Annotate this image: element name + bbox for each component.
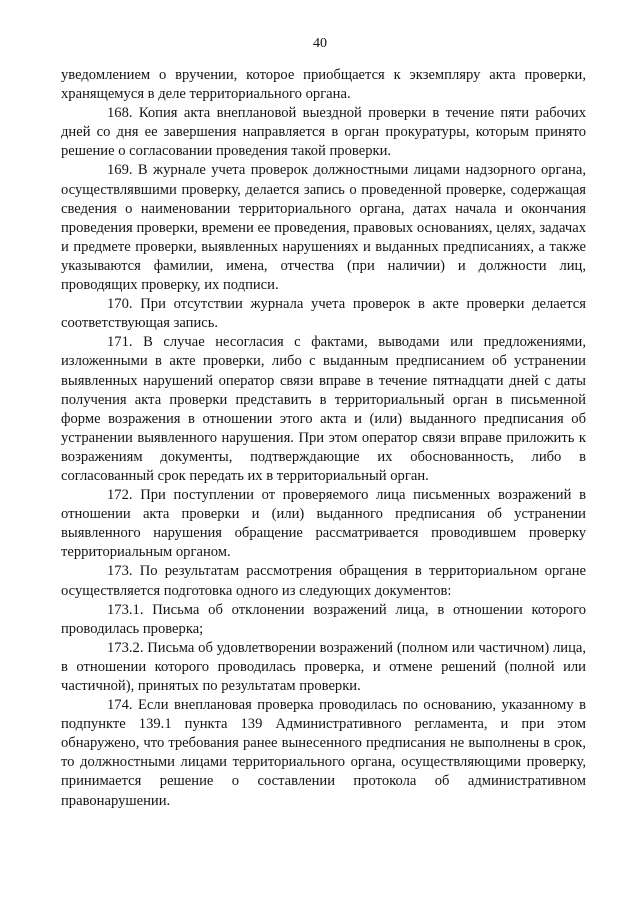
paragraph-continuation: уведомлением о вручении, которое приобщается к экземпляру акта проверки, хранящемуся в деле территориального органа. [61,67,586,103]
paragraph-174: 174. Если внеплановая проверка проводилась по основанию, указанному в подпункте 139.1 пункта 139 Административного регламента, и при этом обнаружено, что требования ранее вынесенного предписания не выполнены в срок, то должностными лицами территориального органа, осуществляющими проверку, принимается решение о составлении протокола об административном правонарушении. [61,697,586,809]
document-body [61,66,586,811]
paragraph-171: 171. В случае несогласия с фактами, выводами или предложениями, изложенными в акте проверки, либо с выданным предписанием об устранении выявленных нарушений оператор связи вправе в течение пятнадцати дней с даты получения акта проверки представить в территориальный орган в письменной форме возражения в отношении этого акта и (или) выданного предписания об устранении выявленного нарушения. При этом оператор связи вправе приложить к возражениям документы, подтверждающие их обоснованность, либо в согласованный срок передать их в территориальный орган. [61,334,586,484]
page-number: 40 [313,36,327,51]
paragraph-173: 173. По результатам рассмотрения обращения в территориальном органе осуществляется подготовка одного из следующих документов: [61,563,586,599]
paragraph-173-1: 173.1. Письма об отклонении возражений лица, в отношении которого проводилась проверка; [61,601,586,637]
paragraph-173-2: 173.2. Письма об удовлетворении возражений (полном или частичном) лица, в отношении которого проводилась проверка, и отмене решений (полной или частичной), принятых по результатам проверки. [61,639,586,694]
paragraph-170: 170. При отсутствии журнала учета проверок в акте проверки делается соответствующая запись. [61,296,586,332]
paragraph-168: 168. Копия акта внеплановой выездной проверки в течение пяти рабочих дней со дня ее завершения направляется в орган прокуратуры, которым принято решение о согласовании проведения такой проверки. [61,105,586,160]
paragraph-172: 172. При поступлении от проверяемого лица письменных возражений в отношении акта проверки и (или) выданного предписания об устранении выявленного нарушения обращение рассматривается проводившем проверку территориальным органом. [61,487,586,561]
paragraph-169: 169. В журнале учета проверок должностными лицами надзорного органа, осуществлявшими проверку, делается запись о проведенной проверке, содержащая сведения о наименовании территориального органа, датах начала и окончания проведения проверки, времени ее проведения, правовых основаниях, целях, задачах и предмете проверки, выявленных нарушениях и выданных предписаниях, а также указываются фамилии, имена, отчества (при наличии) и должности лиц, проводящих проверку, их подписи. [61,162,586,294]
